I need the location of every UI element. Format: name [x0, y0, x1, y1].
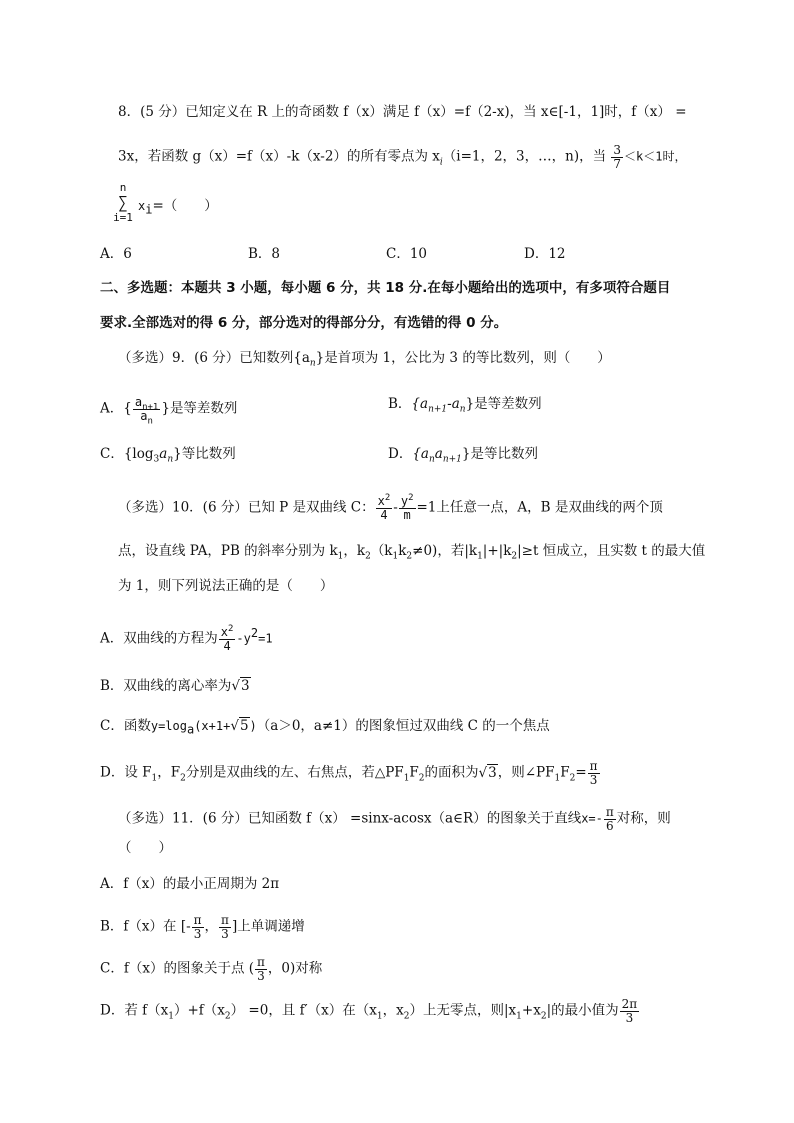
q10-frac-x2-4: $\frac{x^2}{4}$	[377, 493, 391, 522]
q8-line2-a: 3x，若函数 g（x）=f（x）-k（x-2）的所有零点为 x	[118, 148, 440, 165]
q9-option-a[interactable]: A．{ $\frac{a_{n+1}}{a_n}$ }是等差数列	[100, 395, 238, 426]
q8-sum-expr: $x_i=$（ ）	[138, 198, 218, 217]
q10-stem-line1: （多选）10．(6 分）已知 P 是双曲线 C： $\frac{x^2}{4}$ - $\frac{y^2}{m}$ =1上任意一点，A，B 是双曲线的两个顶	[118, 493, 663, 522]
q8-option-c[interactable]: C．10	[386, 246, 428, 262]
q8-line2-c: ＜k＜1时，	[624, 149, 687, 164]
q8-option-a[interactable]: A．6	[100, 246, 132, 262]
q8-line2-b: （i=1，2，3，…，n)，当	[442, 148, 607, 165]
section2-heading-line2: 要求.全部选对的得 6 分，部分选对的得部分分，有选错的得 0 分。	[100, 315, 508, 331]
q8-stem-text: 8．(5 分）已知定义在 R 上的奇函数 f（x）满足 f（x）=f（2-x)，当 x∈[-1，1]时，f（x） =	[118, 104, 687, 120]
q9-option-b[interactable]: B．$\{a_{n+1}-a_n\}$是等差数列	[388, 396, 542, 415]
sum-symbol: ∑	[118, 193, 128, 213]
q8-option-d[interactable]: D．12	[524, 246, 566, 262]
q9-a-fraction: $\frac{a_{n+1}}{a_n}$	[134, 395, 159, 426]
sqrt-3: √3	[231, 678, 250, 694]
q11-stem-line1: （多选）11．(6 分）已知函数 f（x） =sinx-acosx（a∈R）的图象关于直线x=- $\frac{\pi}{6}$ 对称，则	[118, 805, 671, 833]
q8-line2	[118, 144, 687, 170]
q10-stem-line3: 为 1，则下列说法正确的是（ ）	[118, 578, 334, 594]
q9-option-d[interactable]: D．$\{a_na_{n+1}\}$是等比数列	[388, 446, 538, 465]
q11-option-d[interactable]: D．若 $f(x_1)+f(x_2) =0$，且 f′（x）在（$x_1$，$x_2$）上无零点，则$|x_1+x_2|$的最小值为 $\frac{2\pi}{3}$	[100, 997, 638, 1025]
q9-option-c[interactable]: C．$\{\log_3a_n\}$等比数列	[100, 446, 236, 465]
q9-stem: （多选）9．(6 分）已知数列$\{a_n\}$是首项为 1，公比为 3 的等比数列，则（ ）	[118, 350, 611, 369]
q8-fraction-3-7: $\frac{3}{7}$	[613, 143, 622, 171]
q10-option-a[interactable]: A．双曲线的方程为 $\frac{x^2}{4}$ $-y^2=1$	[100, 624, 273, 653]
q10-stem-line2: 点，设直线 PA，PB 的斜率分别为 $k_1$，$k_2(k_1k_2\ne 0)$，若$|k_1|+|k_2|\ge t$ 恒成立，且实数 t 的最大值	[118, 543, 706, 562]
q10-option-b[interactable]: B．双曲线的离心率为√3	[100, 678, 250, 694]
q11-stem-line2: （ ）	[118, 840, 172, 856]
sum-lower: i=1	[113, 210, 133, 224]
sum-upper: n	[119, 181, 127, 194]
q10-option-d[interactable]: D．设 $F_1$，$F_2$分别是双曲线的左、右焦点，若$\triangle PF_1F_2$的面积为√3，则$\angle PF_1F_2=$ $\frac{\pi}{3}$	[100, 759, 598, 787]
q10-option-c[interactable]: C．函数$y=\log_a(x+1+√5)(a>0$，a≠1）的图象恒过双曲线 C 的一个焦点	[100, 718, 550, 737]
q11-option-c[interactable]: C．f（x）的图象关于点 ( $\frac{\pi}{3}$ ，0)对称	[100, 955, 323, 983]
q8-summation	[112, 182, 134, 224]
section2-heading-line1: 二、多选题：本题共 3 小题，每小题 6 分，共 18 分.在每小题给出的选项中，有多项符合题目	[100, 280, 671, 296]
sqrt-5: √5	[230, 718, 249, 734]
q11-option-a[interactable]: A．f（x）的最小正周期为 2π	[100, 876, 280, 892]
q8-sub-i: i	[439, 157, 443, 168]
q8-line1	[118, 106, 687, 120]
q8-option-b[interactable]: B．8	[248, 246, 281, 262]
q10-frac-y2-m: $\frac{y^2}{m}$	[400, 493, 414, 522]
q11-option-b[interactable]: B．f（x）在 [- $\frac{\pi}{3}$ ， $\frac{\pi}{3}$ ]上单调递增	[100, 913, 305, 941]
